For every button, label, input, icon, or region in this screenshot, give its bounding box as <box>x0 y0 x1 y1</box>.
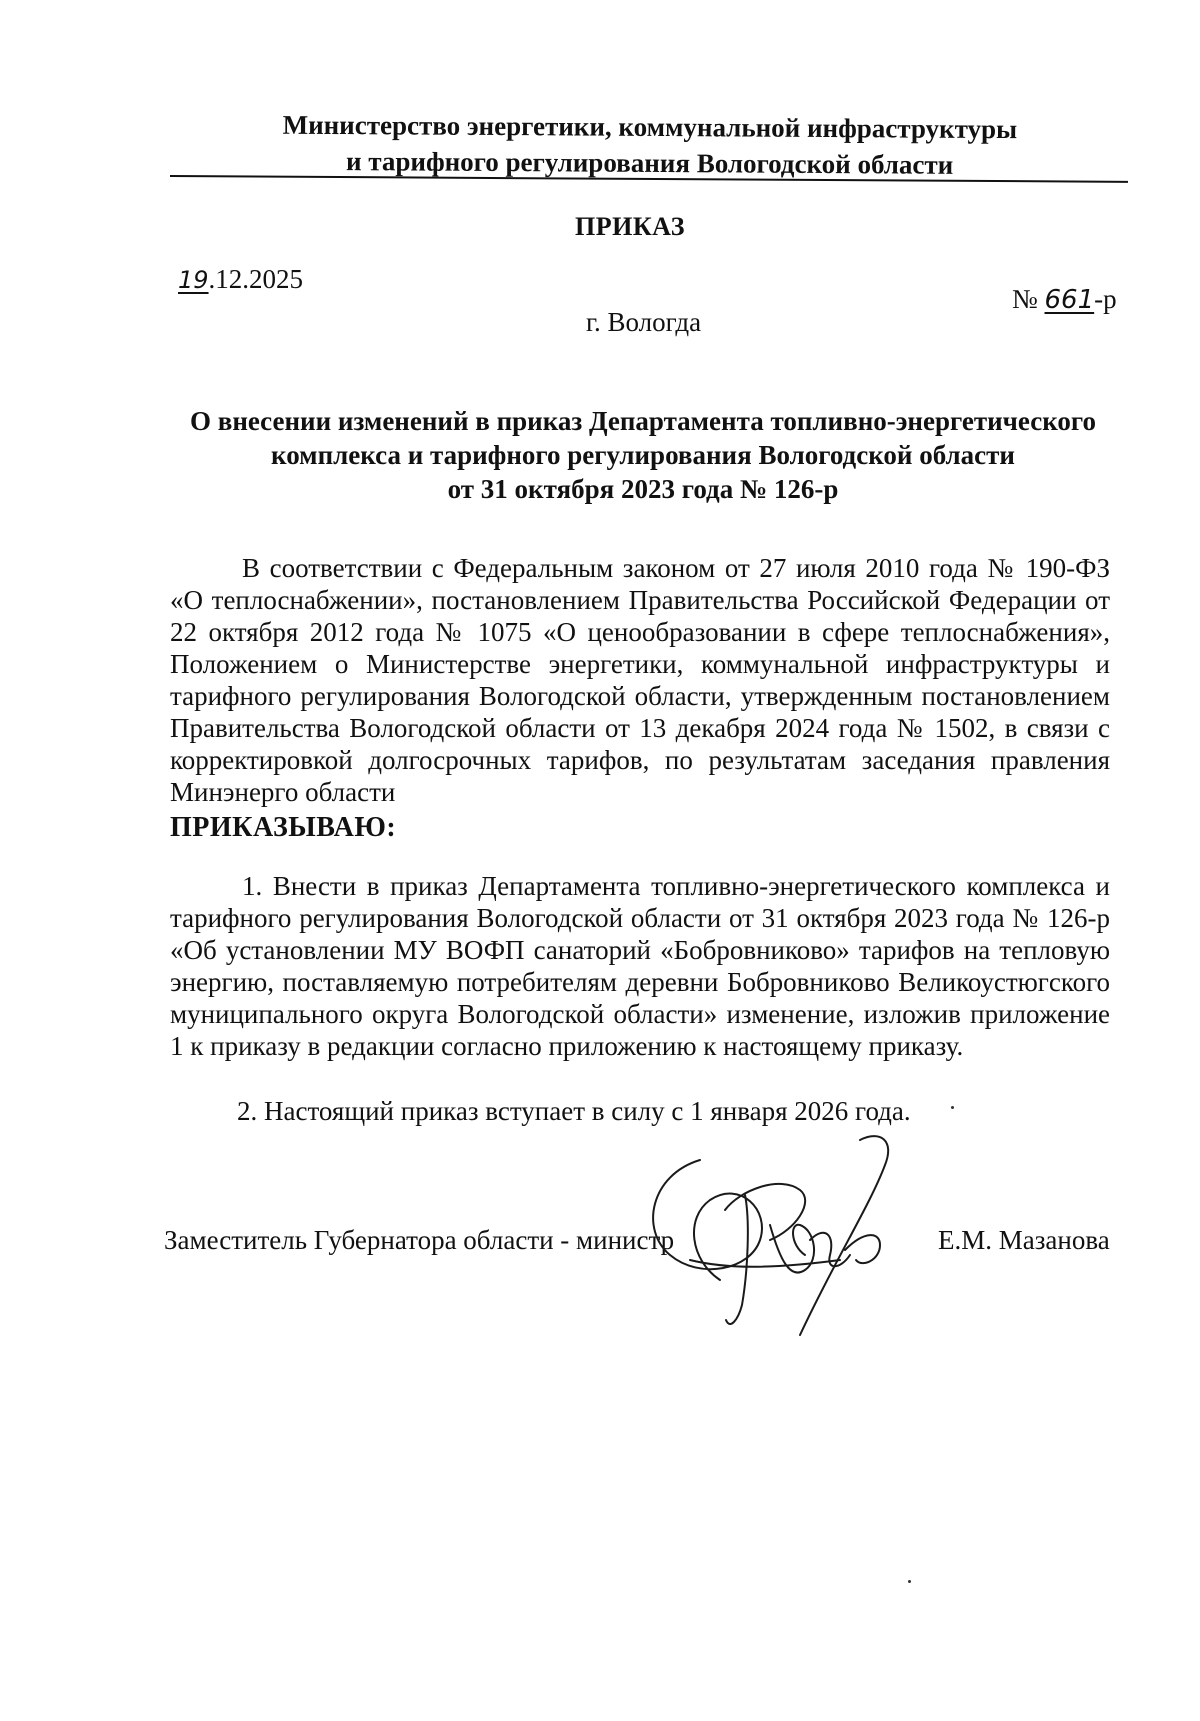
organization-name-line-2: и тарифного регулирования Вологодской области <box>345 146 954 180</box>
subject-line-1: О внесении изменений в приказ Департамента топливно-энергетического <box>189 406 1096 436</box>
document-date <box>178 264 303 295</box>
order-item-1: 1. Внести в приказ Департамента топливно-энергетического комплекса и тарифного регулирования Вологодской области от 31 октября 2023 года № 126-р «Об установлении МУ ВОФП санаторий «Бобровниково» тарифов на тепловую энергию, поставляемую потребителям деревни Бобровниково Великоустюгского муниципального округа Вологодской области» изменение, изложив приложение 1 к приказу в редакции согласно приложению к настоящему приказу. <box>170 871 1110 1061</box>
date-day-handwritten: 19 <box>178 266 209 294</box>
number-handwritten: 661 <box>1044 285 1095 315</box>
document-subject <box>178 404 1108 506</box>
order-word: ПРИКАЗЫВАЮ: <box>170 812 397 843</box>
date-month-year: .12.2025 <box>208 264 304 294</box>
document-city: г. Вологда <box>586 307 702 337</box>
order-item-2: 2. Настоящий приказ вступает в силу с 1 января 2026 года. <box>237 1096 911 1126</box>
preamble-paragraph: В соответствии с Федеральным законом от 27 июля 2010 года № 190-ФЗ «О теплоснабжении», постановлением Правительства Российской Федерации от 22 октября 2012 года № 1075 «О ценообразовании в сфере теплоснабжения», Положением о Министерстве энергетики, коммунальной инфраструктуры и тарифного регулирования Вологодской области, утвержденным постановлением Правительства Вологодской области от 13 декабря 2024 года № 1502, в связи с корректировкой долгосрочных тарифов, по результатам заседания правления Минэнерго области <box>170 553 1110 807</box>
subject-line-2: комплекса и тарифного регулирования Вологодской области <box>271 440 1015 470</box>
handwritten-signature <box>630 1120 950 1350</box>
document-number <box>1012 284 1117 315</box>
scan-speck <box>908 1580 911 1583</box>
number-sign: № <box>1012 284 1038 314</box>
number-suffix: -р <box>1094 284 1117 314</box>
organization-header <box>170 106 1130 184</box>
scan-speck <box>951 1106 954 1109</box>
subject-line-3: от 31 октября 2023 года № 126-р <box>447 474 839 504</box>
signatory-position: Заместитель Губернатора области - министр <box>164 1225 675 1255</box>
document-type: ПРИКАЗ <box>575 212 686 241</box>
signatory-name: Е.М. Мазанова <box>938 1225 1110 1255</box>
organization-name-line-1: Министерство энергетики, коммунальной инфраструктуры <box>282 109 1018 145</box>
